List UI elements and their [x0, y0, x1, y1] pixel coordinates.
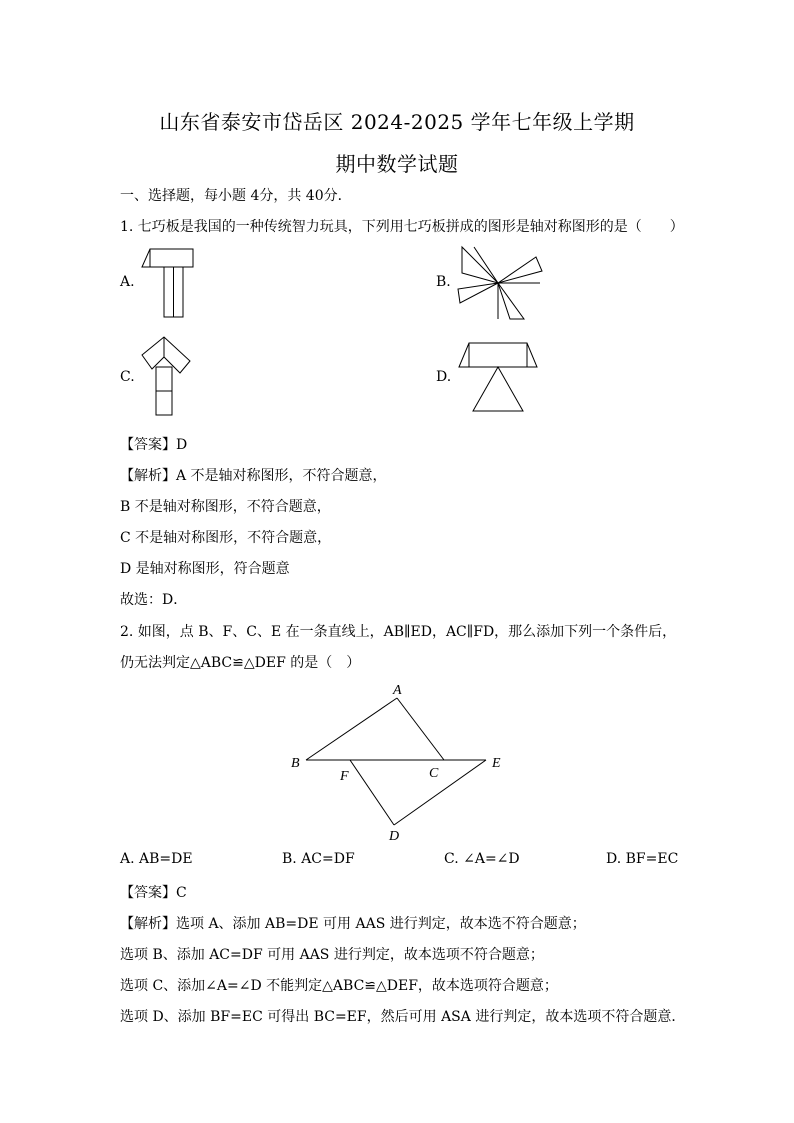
- label-f: F: [340, 769, 349, 784]
- q1-option-b-label: B.: [436, 274, 451, 290]
- q2-stem-line1: 2. 如图，点 B、F、C、E 在一条直线上，AB∥ED，AC∥FD，那么添加下列一个条件后，: [120, 624, 677, 640]
- q1-option-d-label: D.: [436, 369, 452, 385]
- label-e: E: [492, 756, 501, 771]
- q2-choice-b: B. AC=DF: [282, 851, 355, 867]
- q2-analysis-line: 【解析】选项 A、添加 AB=DE 可用 AAS 进行判定，故本选不符合题意；: [120, 916, 586, 932]
- q1-analysis-line: 【解析】A 不是轴对称图形，不符合题意，: [120, 468, 387, 484]
- q1-option-d-figure: [455, 339, 545, 415]
- q1-option-c-figure: [138, 333, 198, 421]
- q1-option-a-figure: [138, 245, 198, 321]
- q1-analysis-line: D 是轴对称图形，符合题意: [120, 561, 290, 577]
- q2-choice-a: A. AB=DE: [120, 851, 193, 867]
- q1-analysis-line: 故选：D．: [120, 592, 188, 608]
- label-b: B: [291, 756, 300, 771]
- q1-analysis-line: B 不是轴对称图形，不符合题意，: [120, 499, 331, 515]
- q2-answer: 【答案】C: [120, 885, 187, 901]
- label-c: C: [429, 766, 439, 781]
- segment-ac: [397, 698, 444, 760]
- q2-analysis-line: 选项 C、添加∠A=∠D 不能判定△ABC≌△DEF，故本选项符合题意；: [120, 978, 558, 994]
- q1-option-c-label: C.: [120, 369, 135, 385]
- document-title-line1: 山东省泰安市岱岳区 2024-2025 学年七年级上学期: [159, 110, 635, 134]
- segment-de: [394, 760, 486, 825]
- section-heading: 一、选择题，每小题 4分，共 40分．: [120, 188, 352, 204]
- q1-option-a-label: A.: [120, 274, 135, 290]
- q1-answer: 【答案】D: [120, 437, 188, 453]
- q2-choice-c: C. ∠A=∠D: [444, 851, 520, 867]
- q1-analysis-line: C 不是轴对称图形，不符合题意，: [120, 530, 332, 546]
- q2-stem-line2: 仍无法判定△ABC≌△DEF 的是（ ）: [120, 655, 361, 671]
- q2-analysis-line: 选项 D、添加 BF=EC 可得出 BC=EF，然后可用 ASA 进行判定，故本选项不符合题意．: [120, 1009, 686, 1025]
- segment-ab: [306, 698, 397, 760]
- q2-choice-d: D. BF=EC: [606, 851, 679, 867]
- document-title-line2: 期中数学试题: [335, 152, 459, 176]
- label-a: A: [393, 683, 402, 698]
- q2-analysis-line: 选项 B、添加 AC=DF 可用 AAS 进行判定，故本选项不符合题意；: [120, 947, 544, 963]
- label-d: D: [389, 829, 400, 844]
- q1-stem: 1. 七巧板是我国的一种传统智力玩具，下列用七巧板拼成的图形是轴对称图形的是（ ）: [120, 219, 684, 235]
- q2-triangle-figure: [280, 678, 510, 848]
- q1-option-b-figure: [454, 243, 546, 323]
- segment-fd: [350, 760, 394, 825]
